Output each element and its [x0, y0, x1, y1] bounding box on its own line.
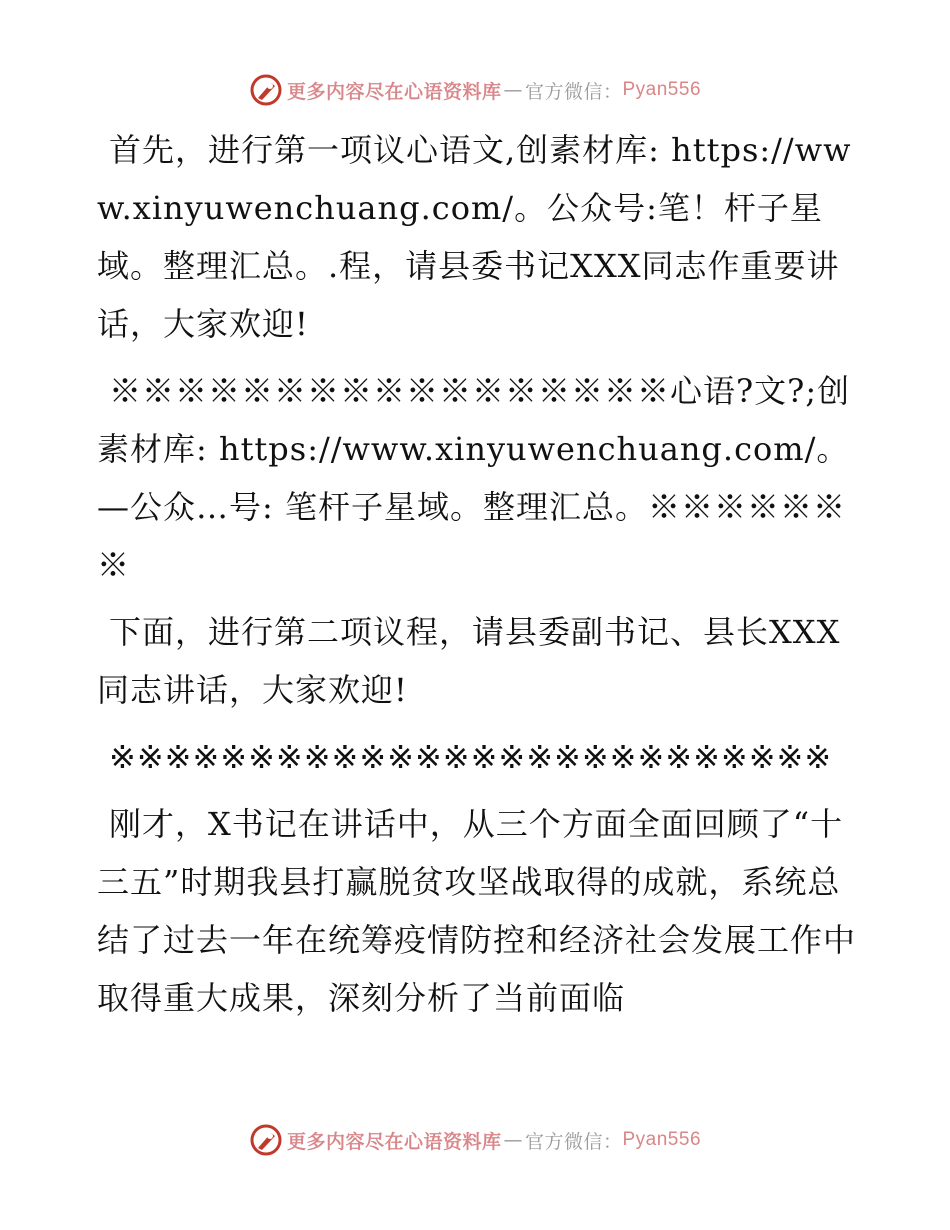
banner-separator: —: [503, 1129, 523, 1151]
banner-wechat-label: 官方微信：: [524, 1130, 623, 1153]
banner-main-text: 更多内容尽在心语资料库: [286, 1130, 502, 1153]
footer-banner: [0, 1120, 950, 1160]
header-banner: [0, 70, 950, 110]
paragraph-summary: 刚才，X书记在讲话中，从三个方面全面回顾了“十三五”时期我县打赢脱贫攻坚战取得的成就，系统总结了过去一年在统筹疫情防控和经济社会发展工作中取得重大成果，深刻分析了当前面临: [97, 805, 857, 1017]
paragraph-second-agenda: 下面，进行第二项议程，请县委副书记、县长XXX同志讲话，大家欢迎!: [97, 613, 841, 709]
paragraph-first-agenda: 首先，进行第一项议心语文,创素材库: https://www.xinyuwenchuang.com/。公众号:笔！杆子星域。整理汇总。.程，请县委书记XXX同志作重要讲话，大家欢迎!: [97, 131, 852, 343]
paragraph-separator-ad: ※※※※※※※※※※※※※※※※※心语?文?;创素材库: https://www.xinyuwenchuang.com/。—公众…号: 笔杆子星域。整理汇总。※※※※※※※: [97, 372, 851, 584]
pen-logo-icon: [249, 73, 283, 107]
paragraph-separator: ※※※※※※※※※※※※※※※※※※※※※※※※※※: [109, 738, 833, 776]
banner-main-text: 更多内容尽在心语资料库: [286, 80, 502, 103]
pen-logo-icon: [249, 1123, 283, 1157]
banner-wechat-id: Pyan556: [622, 79, 702, 100]
banner-wechat-label: 官方微信：: [524, 80, 623, 103]
banner-wechat-id: Pyan556: [622, 1129, 702, 1150]
document-body: [97, 121, 857, 1027]
banner-separator: —: [503, 79, 523, 101]
